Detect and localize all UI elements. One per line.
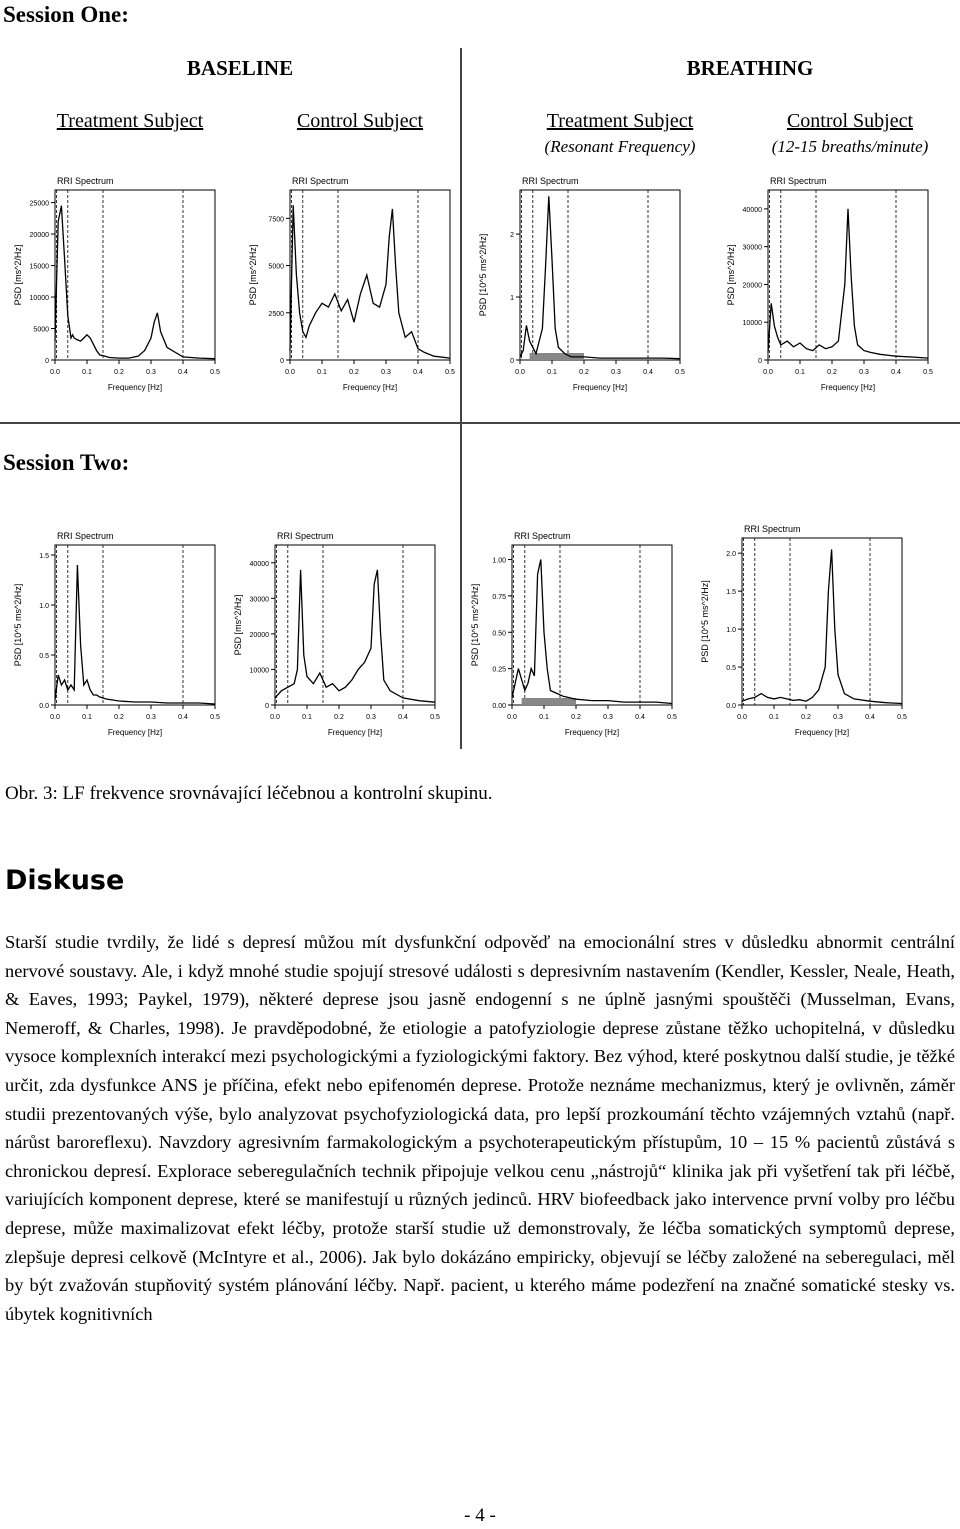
x-tick-label: 0.1 xyxy=(547,369,557,376)
y-tick-label: 0.0 xyxy=(726,703,736,710)
x-tick-label: 0.4 xyxy=(643,369,653,376)
y-axis-label: PSD [10^5 ms^2/Hz] xyxy=(478,233,488,317)
spectrum-line xyxy=(520,196,680,358)
x-tick-label: 0.3 xyxy=(146,369,156,376)
x-tick-label: 0.2 xyxy=(349,369,359,376)
figure-caption: Obr. 3: LF frekvence srovnávající léčebnou a kontrolní skupinu. xyxy=(5,783,493,804)
x-tick-label: 0.3 xyxy=(859,369,869,376)
spectrum-s2-baseline-control xyxy=(225,525,455,755)
plot-title: RRI Spectrum xyxy=(292,176,349,186)
x-tick-label: 0.2 xyxy=(801,714,811,721)
breaths-per-minute-label: (12-15 breaths/minute) xyxy=(771,137,929,156)
y-axis-label: PSD [10^5 ms^2/Hz] xyxy=(13,583,23,667)
x-tick-label: 0.2 xyxy=(571,714,581,721)
y-axis-label: PSD [10^5 ms^2/Hz] xyxy=(700,580,710,663)
y-tick-label: 0 xyxy=(758,358,762,365)
y-tick-label: 0.00 xyxy=(492,703,506,710)
x-tick-label: 0.4 xyxy=(413,369,423,376)
y-axis-label: PSD [ms^2/Hz] xyxy=(233,594,243,656)
y-tick-label: 1.5 xyxy=(39,553,49,560)
section-heading: Diskuse xyxy=(5,865,125,896)
x-tick-label: 0.3 xyxy=(366,714,376,721)
x-tick-label: 0.4 xyxy=(178,714,188,721)
x-axis-label: Frequency [Hz] xyxy=(794,728,850,737)
spectrum-line xyxy=(55,565,215,704)
x-axis-label: Frequency [Hz] xyxy=(820,383,876,392)
y-tick-label: 5000 xyxy=(33,326,49,334)
x-tick-label: 0.3 xyxy=(611,369,621,376)
spectrum-line xyxy=(512,560,672,704)
baseline-treatment-subject: Treatment Subject xyxy=(56,110,204,132)
discussion-paragraph: Starší studie tvrdily, že lidé s depresí můžou mít dysfunkční odpověď na emocionální stres v důsledku abnormit centrální nervové soustavy. Ale, i když mnohé studie spojují stresové události s depresivním nastavením (Kendler, Kessler, Neale, Heath, & Eaves, 1993; Paykel, 1979), některé deprese jsou jasně endogenní s ne úplně jasnými spouštěči (Musselman, Evans, Nemeroff, & Charles, 1998). Je pravděpodobné, že etiologie a patofyziologie deprese zůstane těžko uchopitelná, v důsledku vysoce komplexních interakcí mezi psychologickými a fyziologickými faktory. Bez výhod, které poskytnou další studie, je těžké určit, zda dysfunkce ANS je příčina, efekt nebo epifenomén deprese. Protože neznáme mechanizmus, který je ovlivněn, záměr studii prezentovaných výše, bylo analyzovat psychofyziologická data, pro lepší prozkoumání těchto vzájemných vztahů (např. nárůst baroreflexu). Navzdory agresivním farmakologickým a psychoterapeutickým přístupům, 10 – 15 % pacientů zůstává s chronickou depresí. Explorace seberegulačních technik připojuje velkou cenu „nástrojů“ klinika jak při vyšetření tak při léčbě, variujících komponent deprese, které se manifestují u různých jedinců. HRV biofeedback jako intervence první volby pro léčbu deprese, může maximalizovat efekt léčby, protože starší studie už demonstrovaly, že léčba somatických symptomů deprese, zlepšuje depresi celkově (McIntyre et al., 2006). Jak bylo dokázáno empiricky, objevují se léčby založené na seberegulaci, měl by být zvažován stupňovitý systém plánování léčby. Např. pacient, u kterého máme podezření na značné somatické stesky vs. úbytek kognitivních xyxy=(5,932,955,1324)
x-tick-label: 0.4 xyxy=(178,369,188,376)
page-number: - 4 - xyxy=(464,1505,496,1526)
y-tick-label: 40000 xyxy=(249,560,269,568)
x-tick-label: 0.3 xyxy=(381,369,391,376)
y-tick-label: 1.5 xyxy=(726,589,736,597)
y-axis-label: PSD [10^5 ms^2/Hz] xyxy=(470,583,480,667)
plot-title: RRI Spectrum xyxy=(744,524,801,534)
x-tick-label: 0.0 xyxy=(50,369,60,376)
x-tick-label: 0.4 xyxy=(398,714,408,721)
y-tick-label: 0 xyxy=(45,358,49,365)
y-tick-label: 10000 xyxy=(249,667,269,675)
plot-frame xyxy=(520,190,680,360)
x-axis-label: Frequency [Hz] xyxy=(564,728,620,737)
horizontal-divider xyxy=(0,422,960,424)
y-tick-label: 7500 xyxy=(268,216,284,224)
breathing-treatment-subject: Treatment Subject xyxy=(546,110,694,132)
y-tick-label: 5000 xyxy=(268,263,284,271)
y-tick-label: 40000 xyxy=(742,206,762,214)
y-tick-label: 20000 xyxy=(742,282,762,290)
x-tick-label: 0.0 xyxy=(515,369,525,376)
x-tick-label: 0.4 xyxy=(865,714,875,721)
y-tick-label: 2.0 xyxy=(726,551,736,559)
spectrum-s2-breathing-treatment xyxy=(462,525,692,755)
plot-title: RRI Spectrum xyxy=(522,176,579,186)
plot-title: RRI Spectrum xyxy=(277,531,334,541)
x-tick-label: 0.2 xyxy=(114,714,124,721)
y-tick-label: 20000 xyxy=(29,232,49,240)
x-tick-label: 0.5 xyxy=(667,714,677,721)
x-axis-label: Frequency [Hz] xyxy=(572,383,628,392)
spectrum-s1-breathing-treatment xyxy=(470,170,700,410)
plot-title: RRI Spectrum xyxy=(770,176,827,186)
x-tick-label: 0.3 xyxy=(833,714,843,721)
y-tick-label: 25000 xyxy=(29,200,49,208)
resonant-frequency-label: (Resonant Frequency) xyxy=(544,137,696,156)
x-tick-label: 0.5 xyxy=(430,714,440,721)
x-tick-label: 0.2 xyxy=(334,714,344,721)
x-tick-label: 0.0 xyxy=(285,369,295,376)
y-tick-label: 0.75 xyxy=(492,593,506,601)
x-tick-label: 0.0 xyxy=(507,714,517,721)
x-tick-label: 0.5 xyxy=(210,369,220,376)
spectrum-s1-breathing-control xyxy=(718,170,948,410)
x-tick-label: 0.1 xyxy=(795,369,805,376)
resonant-band xyxy=(522,698,576,705)
y-axis-label: PSD [ms^2/Hz] xyxy=(248,244,258,306)
x-axis-label: Frequency [Hz] xyxy=(107,383,163,392)
y-tick-label: 0 xyxy=(510,358,514,365)
x-tick-label: 0.1 xyxy=(82,369,92,376)
x-tick-label: 0.1 xyxy=(82,714,92,721)
spectrum-s1-baseline-control xyxy=(240,170,470,410)
plot-frame xyxy=(55,190,215,360)
x-tick-label: 0.4 xyxy=(635,714,645,721)
y-tick-label: 30000 xyxy=(742,244,762,252)
x-tick-label: 0.1 xyxy=(769,714,779,721)
x-tick-label: 0.5 xyxy=(210,714,220,721)
x-tick-label: 0.1 xyxy=(302,714,312,721)
x-tick-label: 0.5 xyxy=(675,369,685,376)
y-tick-label: 15000 xyxy=(29,263,49,271)
x-tick-label: 0.0 xyxy=(763,369,773,376)
plot-frame xyxy=(55,545,215,705)
x-tick-label: 0.2 xyxy=(579,369,589,376)
plot-title: RRI Spectrum xyxy=(57,176,114,186)
plot-title: RRI Spectrum xyxy=(514,531,571,541)
y-tick-label: 1.0 xyxy=(726,627,736,635)
spectrum-line xyxy=(275,570,435,702)
y-tick-label: 2 xyxy=(510,232,514,240)
x-axis-label: Frequency [Hz] xyxy=(342,383,398,392)
y-tick-label: 0.5 xyxy=(39,653,49,660)
y-tick-label: 0 xyxy=(280,358,284,365)
y-tick-label: 2500 xyxy=(268,310,284,318)
y-tick-label: 0.0 xyxy=(39,703,49,710)
x-tick-label: 0.5 xyxy=(445,369,455,376)
x-tick-label: 0.2 xyxy=(114,369,124,376)
x-tick-label: 0.1 xyxy=(539,714,549,721)
y-tick-label: 10000 xyxy=(742,320,762,328)
spectrum-line xyxy=(55,206,215,359)
x-tick-label: 0.3 xyxy=(603,714,613,721)
spectrum-line xyxy=(290,205,450,358)
y-tick-label: 0.25 xyxy=(492,666,506,674)
y-tick-label: 10000 xyxy=(29,295,49,303)
x-tick-label: 0.5 xyxy=(923,369,933,376)
y-tick-label: 1 xyxy=(510,295,514,303)
y-tick-label: 1.0 xyxy=(39,603,49,610)
baseline-control-subject: Control Subject xyxy=(296,110,424,132)
x-tick-label: 0.5 xyxy=(897,714,907,721)
y-tick-label: 0.5 xyxy=(726,665,736,673)
y-tick-label: 20000 xyxy=(249,631,269,639)
y-tick-label: 1.00 xyxy=(492,557,506,565)
x-tick-label: 0.0 xyxy=(270,714,280,721)
spectrum-s2-baseline-treatment xyxy=(5,525,235,755)
spectrum-s2-breathing-control xyxy=(692,518,922,755)
y-tick-label: 0.50 xyxy=(492,630,506,638)
breathing-control-subject: Control Subject xyxy=(786,110,914,132)
x-tick-label: 0.0 xyxy=(50,714,60,721)
y-axis-label: PSD [ms^2/Hz] xyxy=(13,244,23,306)
session-two-label: Session Two: xyxy=(3,450,130,475)
plot-title: RRI Spectrum xyxy=(57,531,114,541)
y-tick-label: 30000 xyxy=(249,596,269,604)
x-tick-label: 0.2 xyxy=(827,369,837,376)
x-tick-label: 0.3 xyxy=(146,714,156,721)
y-tick-label: 0 xyxy=(265,703,269,710)
plot-frame xyxy=(290,190,450,360)
spectrum-s1-baseline-treatment xyxy=(5,170,235,410)
x-axis-label: Frequency [Hz] xyxy=(327,728,383,737)
session-one-label: Session One: xyxy=(3,2,129,27)
x-tick-label: 0.1 xyxy=(317,369,327,376)
baseline-header: BASELINE xyxy=(186,56,294,80)
spectrum-line xyxy=(768,209,928,358)
breathing-header: BREATHING xyxy=(686,56,814,80)
x-axis-label: Frequency [Hz] xyxy=(107,728,163,737)
x-tick-label: 0.0 xyxy=(737,714,747,721)
spectrum-line xyxy=(742,549,902,703)
y-axis-label: PSD [ms^2/Hz] xyxy=(726,244,736,306)
x-tick-label: 0.4 xyxy=(891,369,901,376)
